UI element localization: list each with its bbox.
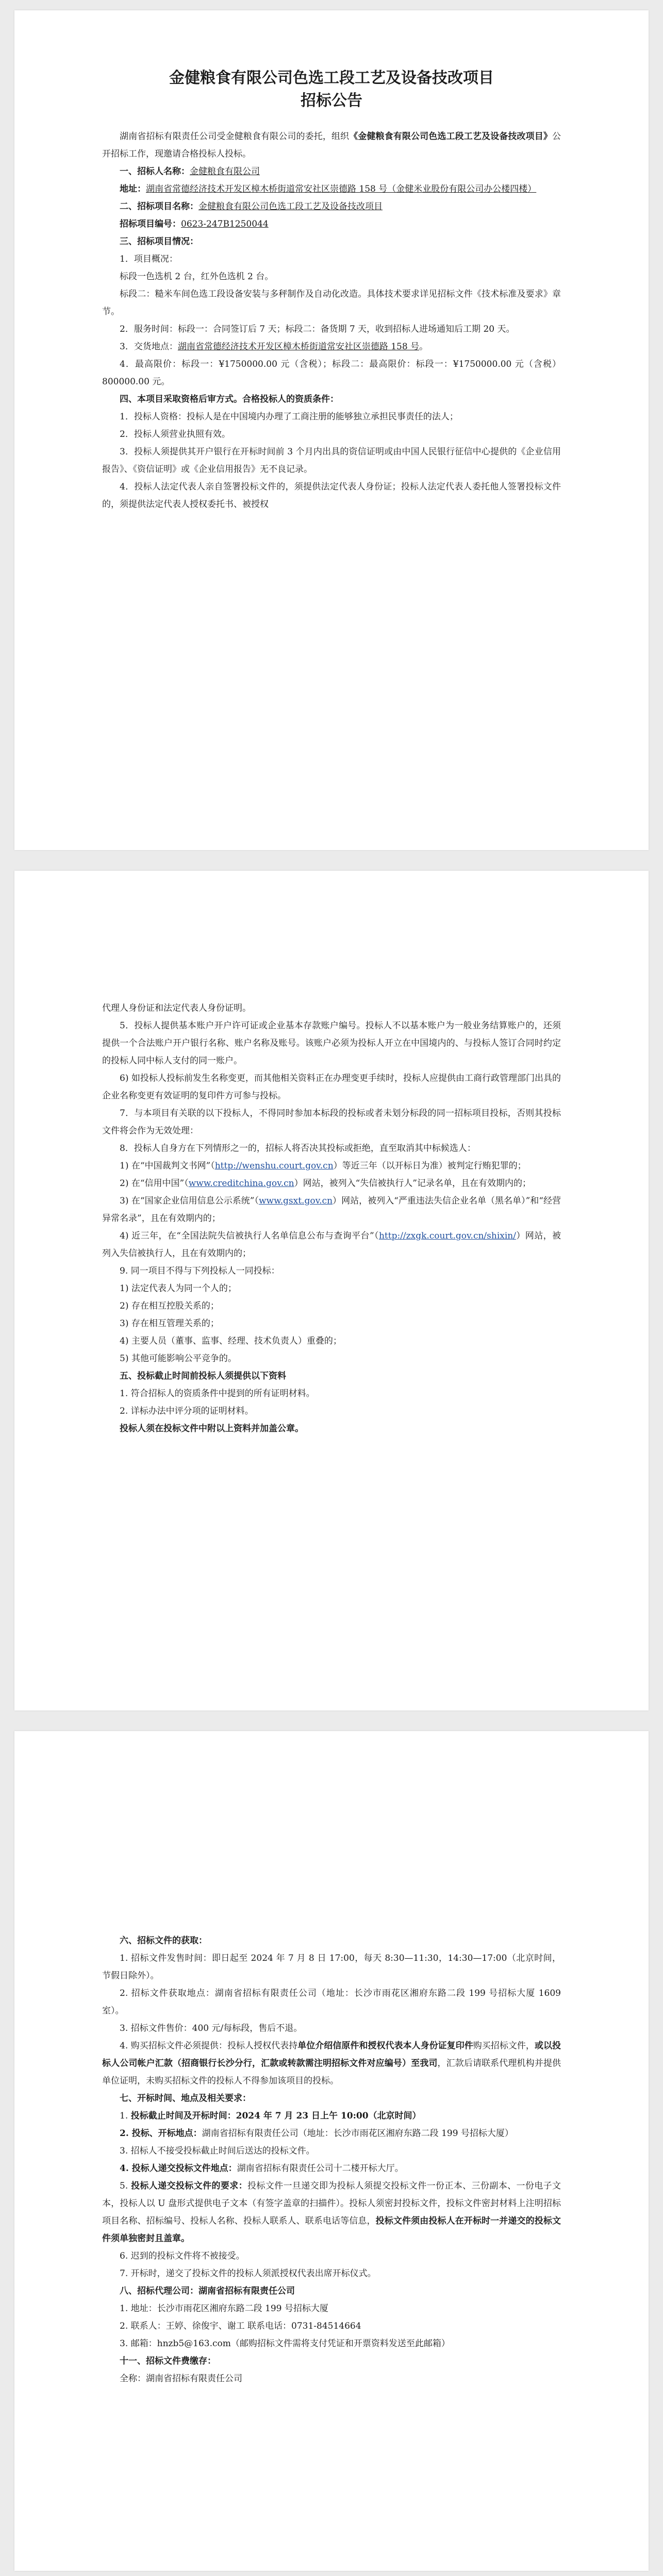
qualification-6: 6) 如投标人投标前发生名称变更，而其他相关资料正在办理变更手续时，投标人应提供由工商行政管理部门出具的企业名称变更有效证明的复印件方可参与投标。 [102,1073,561,1101]
section-3-heading: 三、招标项目情况： [120,236,198,247]
related-2: 2) 存在相互控股关系的； [120,1301,219,1311]
tenderer-label: 一、招标人名称： [120,166,190,177]
gsxt-link[interactable]: www.gsxt.gov.cn [258,1196,333,1206]
project-name-label: 二、招标项目名称： [120,201,198,212]
materials-note: 投标人须在投标文件中附以上资料并加盖公章。 [120,1423,304,1434]
delivery-label: 3．交货地点： [120,342,178,352]
intro-project-name: 《金健粮食有限公司色选工段工艺及设备技改项目》 [349,131,553,142]
qualification-2: 2．投标人须营业执照有效。 [120,429,230,439]
materials-2: 2. 详标办法中评分项的证明材料。 [120,1406,254,1416]
exclusion-4-b: ）网站，被列入失信被执行人，且在有效期内的； [102,1231,561,1259]
opening-place-value: 湖南省招标有限责任公司（地址：长沙市雨花区湘府东路二段 199 号招标大厦） [202,2128,513,2139]
qualification-8: 8．投标人自身方在下列情形之一的，招标人将否决其投标或拒绝，直至取消其中标候选人： [120,1143,476,1154]
creditchina-link[interactable]: www.creditchina.gov.cn [188,1178,294,1189]
qualification-4-cont: 代理人身份证和法定代表人身份证明。 [102,1003,251,1013]
payee-name: 全称：湖南省招标有限责任公司 [120,2374,242,2384]
purchase-b: 单位介绍信原件和授权代表本人身份证复印件 [297,2041,473,2051]
materials-1: 1. 符合招标人的资质条件中提到的所有证明材料。 [120,1388,315,1399]
section-5-heading: 五、投标截止时间前投标人须提供以下资料 [120,1371,286,1381]
deadline-num: 1. [120,2111,131,2121]
delivery-place [102,338,561,355]
intro-paragraph [102,128,561,163]
opening-place [102,2125,561,2142]
exclusion-3 [102,1192,561,1227]
section-6-heading: 六、招标文件的获取： [120,1936,207,1946]
price-cap: 4．最高限价：标段一：¥1750000.00 元（含税）；标段二：最高限价：标段一：¥1750000.00 元（含税）800000.00 元。 [102,359,561,387]
intro-text-b: 公开招标工作，现邀请合格投标人投标。 [102,131,561,159]
project-name-value: 金健粮食有限公司色选工段工艺及设备技改项目 [198,201,383,212]
document-page-2 [14,871,649,1710]
exclusion-1-b: ）等近三年（以开标日为准）被判定行贿犯罪的； [333,1161,526,1171]
section-9-heading: 十一、招标文件费缴存： [120,2356,216,2366]
project-number [102,215,561,233]
overview-lot2: 标段二：糙米车间色选工段设备安装与多秤制作及自动化改造。具体技术要求详见招标文件《技术标准及要求》章节。 [102,289,561,317]
submit-place-label: 4. 投标人递交投标文件地点： [120,2163,237,2174]
agency-address: 1. 地址：长沙市雨花区湘府东路二段 199 号招标大厦 [120,2303,328,2314]
project-number-label: 招标项目编号： [120,219,181,229]
agency-label: 八、招标代理公司： [120,2286,198,2296]
related-5: 5) 其他可能影响公平竞争的。 [120,1353,237,1364]
address-label: 地址： [120,184,146,194]
exclusion-1-a: 1) 在“中国裁判文书网”（ [120,1161,215,1171]
document-page-3 [14,1731,649,2571]
submit-place-value: 湖南省招标有限责任公司十二楼开标大厅。 [237,2163,404,2174]
project-number-value: 0623-247B1250044 [181,219,269,229]
late-rule: 3. 招标人不接受投标截止时间后送达的投标文件。 [120,2146,315,2156]
purchase-d: 或以投标人公司帐户汇款（招商银行长沙分行，汇款或转款需注明招标文件对应编号）至我司 [102,2041,561,2069]
intro-text-a: 湖南省招标有限责任公司受金健粮食有限公司的委托，组织 [120,131,350,142]
section-7-heading: 七、开标时间、地点及相关要求： [120,2093,251,2104]
exclusion-3-b: ）网站，被列入“严重违法失信企业名单（黑名单）”和“经营异常名录”，且在有效期内的； [102,1196,561,1224]
qualification-5: 5．投标人提供基本账户开户许可证或企业基本存款账户编号。投标人不以基本账户为一般业务结算账户的，还须提供一个合法账户开户银行名称、账户名称及账号。该账户必须为投标人开立在中国境内的、与投标人签订合同时约定的投标人同中标人支付的同一账户。 [102,1021,561,1066]
qualification-7: 7．与本项目有关联的以下投标人，不得同时参加本标段的投标或者未划分标段的同一招标项目投标，否则其投标文件将会作为无效处理： [102,1108,561,1136]
exclusion-2-a: 2) 在“信用中国”（ [120,1178,189,1189]
qualification-3: 3．投标人须提供其开户银行在开标时间前 3 个月内出具的资信证明或由中国人民银行征信中心提供的《企业信用报告》、《资信证明》或《企业信用报告》无不良记录。 [102,447,561,474]
submit-requirements [102,2177,561,2247]
qualification-4: 4．投标人法定代表人亲自签署投标文件的，须提供法定代表人身份证；投标人法定代表人委托他人签署投标文件的，须提供法定代表人授权委托书、被授权 [102,482,561,510]
overview-heading: 1．项目概况： [120,254,178,264]
sale-place: 2. 招标文件获取地点：湖南省招标有限责任公司（地址：长沙市雨花区湘府东路二段 199 号招标大厦 1609 室）。 [102,1988,561,2016]
exclusion-1 [102,1157,561,1175]
document-page-1 [14,10,649,850]
submit-req-label: 投标人递交投标文件的要求： [131,2181,247,2191]
qualification-9: 9. 同一项目不得与下列投标人一同投标： [120,1266,280,1276]
section-8 [102,2282,561,2300]
agency-email: 3. 邮箱：hnzb5@163.com（邮购招标文件需将支付凭证和开票资料发送至此邮箱） [120,2338,450,2349]
attendance: 7. 开标时，递交了投标文件的投标人须派授权代表出席开标仪式。 [120,2268,376,2279]
wenshu-link[interactable]: http://wenshu.court.gov.cn [214,1161,334,1171]
related-4: 4) 主要人员（董事、监事、经理、技术负责人）重叠的； [120,1336,342,1346]
section-4-heading: 四、本项目采取资格后审方式。合格投标人的资质条件： [120,394,339,404]
deadline-text: 投标截止时间及开标时间：2024 年 7 月 23 日上午 10:00（北京时间） [130,2111,421,2121]
agency-contact: 2. 联系人：王婷、徐俊宇、谢工 联系电话：0731-84514664 [120,2321,361,2331]
exclusion-4 [102,1227,561,1262]
submit-req-num: 5. [120,2181,131,2191]
related-1: 1) 法定代表人为同一个人的； [120,1283,237,1294]
sale-price: 3. 招标文件售价：400 元/每标段，售后不退。 [120,2023,303,2033]
tenderer-address [102,180,561,198]
purchase-a: 4. 购买招标文件必须提供：投标人授权代表持 [120,2041,298,2051]
submit-place [102,2160,561,2177]
sale-time: 1. 招标文件发售时间：即日起至 2024 年 7 月 8 日 17:00，每天 8:30—11:30，14:30—17:00（北京时间，节假日除外）。 [102,1953,561,1981]
opening-place-label: 2. 投标、开标地点： [120,2128,202,2139]
service-time: 2．服务时间：标段一：合同签订后 7 天；标段二：备货期 7 天，收到招标人进场通知后工期 20 天。 [120,324,515,334]
section-1 [102,163,561,180]
purchase-c: 购买招标文件， [473,2041,535,2051]
document-subtitle: 招标公告 [301,92,362,110]
document-title: 金健粮食有限公司色选工段工艺及设备技改项目 [169,69,494,87]
submit-req-bold: 投标文件须由投标人在开标时一并递交的投标文件须单独密封且盖章。 [102,2216,561,2244]
exclusion-4-a: 4) 近三年，在“全国法院失信被执行人名单信息公布与查询平台”（ [120,1231,379,1241]
deadline [102,2107,561,2125]
submit-req-text: 投标文件一旦递交即为投标人须提交投标文件一份正本、三份副本、一份电子文本，投标人以 U 盘形式提供电子文本（有签字盖章的扫描件）。投标人须密封投标文件，投标文件密封材料上注明招标项目名称、招标编号、投标人名称、投标人联系人、联系电话等信息， [102,2181,561,2226]
exclusion-3-a: 3) 在“国家企业信用信息公示系统”（ [120,1196,259,1206]
related-3: 3) 存在相互管理关系的； [120,1318,219,1329]
overview-lot1: 标段一色选机 2 台，红外色选机 2 台。 [120,272,274,282]
agency-value: 湖南省招标有限责任公司 [198,2286,295,2296]
delivery-end: 。 [419,342,428,352]
late-files: 6. 迟到的投标文件将不被接受。 [120,2251,245,2261]
exclusion-2 [102,1175,561,1192]
exclusion-2-b: ）网站，被列入“失信被执行人”记录名单，且在有效期内的； [294,1178,531,1189]
zxgk-link[interactable]: http://zxgk.court.gov.cn/shixin/ [378,1231,516,1241]
qualification-1: 1．投标人资格：投标人是在中国境内办理了工商注册的能够独立承担民事责任的法人； [120,412,458,422]
address-value: 湖南省常德经济技术开发区樟木桥街道常安社区崇德路 158 号（金健米业股份有限公司办公楼四楼） [146,184,537,194]
section-2 [102,198,561,215]
purchase-requirements [102,2037,561,2090]
purchase-e: ，汇款后请联系代理机构并提供单位证明，未购买招标文件的投标人不得参加该项目的投标。 [102,2058,561,2086]
delivery-value: 湖南省常德经济技术开发区樟木桥街道常安社区崇德路 158 号 [177,342,420,352]
tenderer-value: 金健粮食有限公司 [190,166,260,177]
